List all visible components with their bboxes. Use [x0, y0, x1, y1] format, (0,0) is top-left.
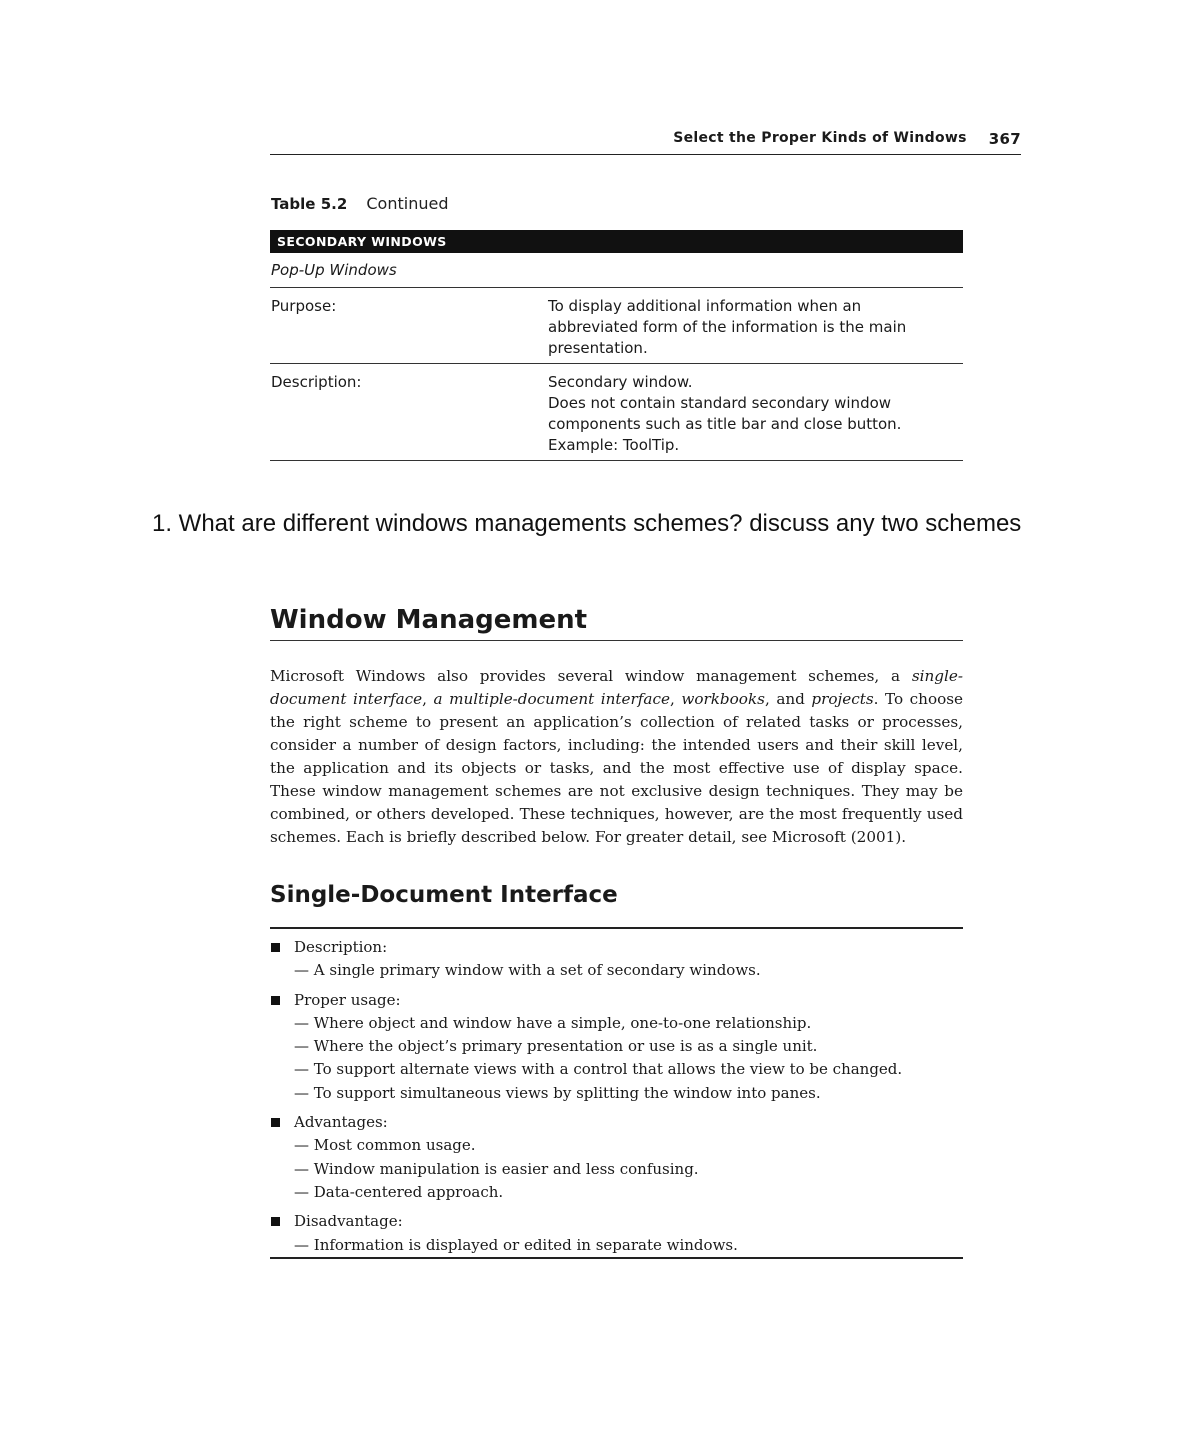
para-separator: , and: [764, 690, 812, 708]
row-value-line: Example: ToolTip.: [548, 436, 680, 454]
table-subheading: Pop-Up Windows: [270, 253, 963, 288]
row-value-line: Does not contain standard secondary window: [548, 394, 892, 412]
table-row: [270, 288, 963, 364]
bullet-subitem: — Information is displayed or edited in separate windows.: [294, 1235, 738, 1254]
bullet-subitem: — Most common usage.: [294, 1136, 476, 1155]
running-header: [270, 130, 1021, 155]
para-rest: . To choose the right scheme to present an application’s collection of related tasks or processes, consider a number of design factors, including: the intended users and their skill level, the application and its objects or tasks, and the most effective use of display space. These window management schemes are not exclusive design techniques. They may be combined, or others developed. These techniques, however, are the most frequently used schemes. Each is briefly described below. For greater detail, see Microsoft (2001).: [270, 690, 964, 846]
secondary-windows-table: [270, 230, 963, 461]
bullet-title: Proper usage:: [294, 990, 401, 1009]
para-intro: Microsoft Windows also provides several window management schemes, a: [270, 667, 912, 685]
term-multiple-document-interface: a multiple-document interface: [433, 690, 670, 708]
row-value-line: abbreviated form of the information is the main: [548, 318, 907, 336]
bullet-subitem: — To support alternate views with a control that allows the view to be changed.: [294, 1060, 903, 1079]
bullet-subitem: — To support simultaneous views by splitting the window into panes.: [294, 1083, 821, 1102]
bullet-subitem: — Where object and window have a simple, one-to-one relationship.: [294, 1013, 812, 1032]
list-item: [270, 936, 963, 983]
list-item: [270, 989, 963, 1105]
row-value: [548, 372, 963, 456]
bullet-subitem: — Where the object’s primary presentation or use is as a single unit.: [294, 1037, 818, 1056]
page-number: 367: [988, 130, 1021, 148]
section-heading-window-management: Window Management: [270, 600, 963, 641]
list-item: [270, 1111, 963, 1204]
bullet-subitem: — A single primary window with a set of secondary windows.: [294, 961, 761, 980]
question-text: 1. What are different windows managements schemes? discuss any two schemes: [152, 510, 1022, 537]
square-bullet-icon: [271, 943, 280, 952]
bullet-title: Disadvantage:: [294, 1212, 403, 1231]
header-section-title: Select the Proper Kinds of Windows: [673, 130, 967, 146]
bullet-subitem: — Window manipulation is easier and less confusing.: [294, 1159, 699, 1178]
term-projects: projects: [811, 690, 874, 708]
table-banner: SECONDARY WINDOWS: [270, 230, 963, 253]
bottom-rule: [270, 1257, 963, 1259]
table-caption: [271, 194, 448, 213]
row-value-line: Secondary window.: [548, 373, 693, 391]
section-heading-sdi: Single-Document Interface: [270, 878, 963, 929]
para-separator: ,: [669, 690, 682, 708]
row-label: Description:: [271, 373, 362, 391]
table-caption-number: Table 5.2: [271, 195, 348, 213]
bullet-title: Description:: [294, 938, 388, 956]
square-bullet-icon: [271, 1217, 280, 1226]
term-single-document-interface: single-document interface: [270, 667, 963, 708]
table-caption-text: Continued: [366, 194, 449, 213]
window-management-paragraph: [270, 665, 963, 849]
row-label: Purpose:: [271, 297, 337, 315]
table-row: [270, 364, 963, 461]
row-value-line: presentation.: [548, 339, 648, 357]
row-value: [548, 296, 963, 359]
square-bullet-icon: [271, 996, 280, 1005]
sdi-bullet-list: [270, 936, 963, 1263]
square-bullet-icon: [271, 1118, 280, 1127]
list-item: [270, 1210, 963, 1257]
row-value-line: To display additional information when an: [548, 297, 862, 315]
row-value-line: components such as title bar and close button.: [548, 415, 902, 433]
para-separator: ,: [422, 690, 434, 708]
term-workbooks: workbooks: [681, 690, 765, 708]
bullet-subitem: — Data-centered approach.: [294, 1182, 504, 1201]
bullet-title: Advantages:: [294, 1113, 388, 1132]
